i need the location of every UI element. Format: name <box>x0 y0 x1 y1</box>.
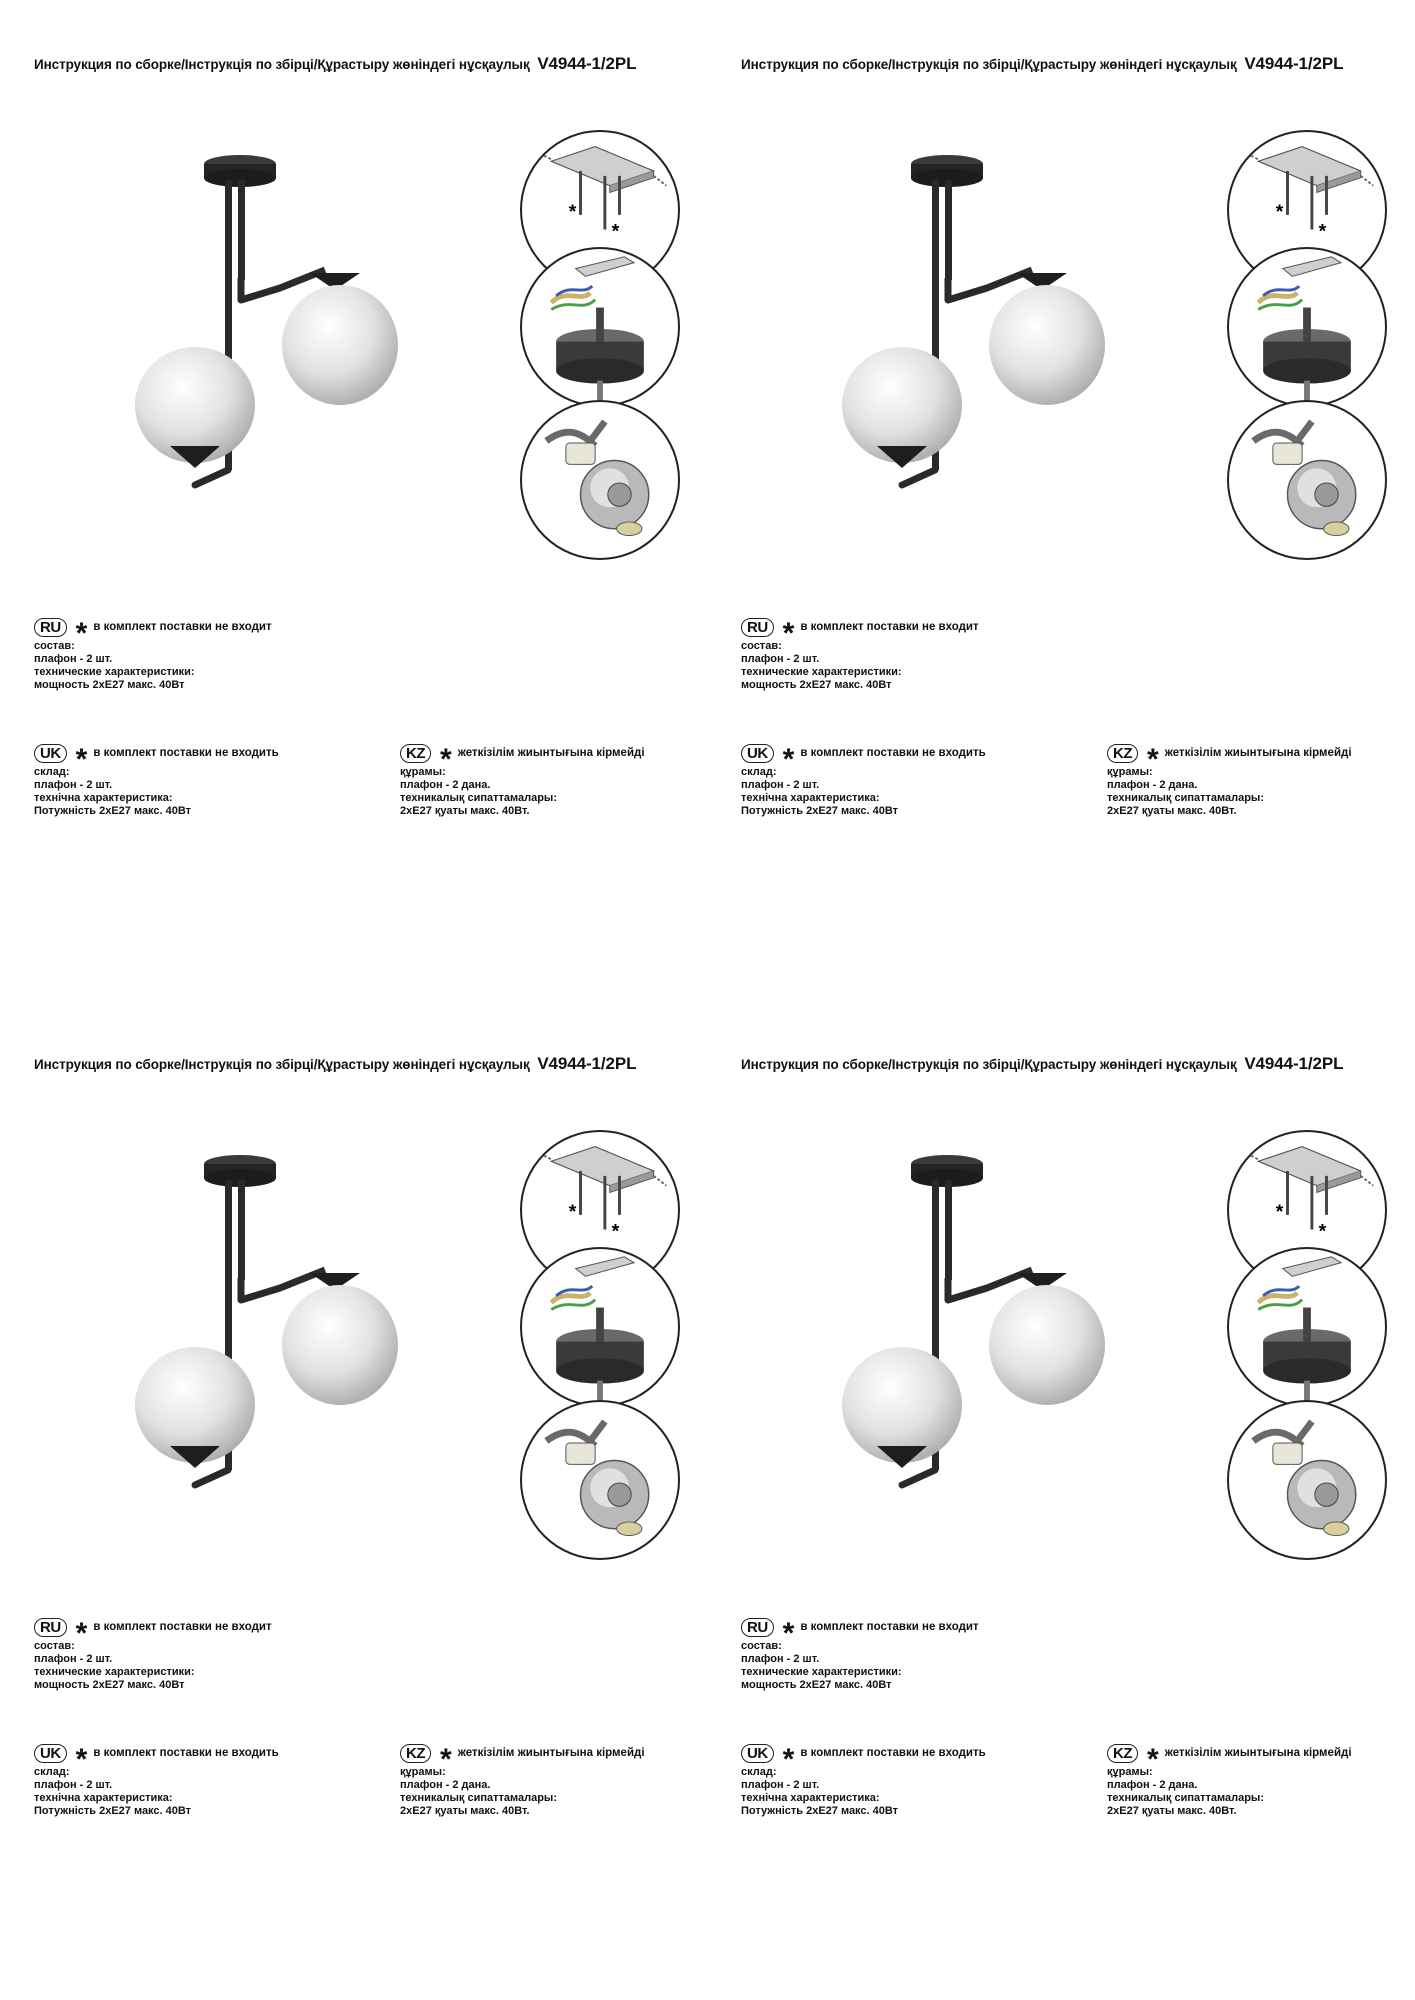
kz-line: плафон - 2 дана. <box>1107 1779 1198 1791</box>
step-2-canopy-circle <box>1227 1247 1387 1407</box>
step-2-canopy-circle <box>520 1247 680 1407</box>
kz-line: техникалық сипаттамалары: <box>1107 792 1264 804</box>
diagram-star-1: * <box>1275 200 1284 223</box>
title-text: Инструкция по сборке/Інструкція по збірці/Құрастыру жөніндегі нұсқаулық <box>34 57 530 72</box>
diagram-star-2: * <box>611 220 620 243</box>
kz-line: 2хЕ27 қуаты макс. 40Вт. <box>1107 1805 1237 1817</box>
diagram-star-2: * <box>1318 1220 1327 1243</box>
page-title <box>34 1054 636 1074</box>
kz-section <box>400 1744 645 1818</box>
kz-line: техникалық сипаттамалары: <box>400 792 557 804</box>
asterisk-icon: * <box>782 742 795 776</box>
kz-line: техникалық сипаттамалары: <box>400 1792 557 1804</box>
ru-line: состав: <box>741 640 782 652</box>
uk-line: Потужність 2хЕ27 макс. 40Вт <box>741 805 899 817</box>
kz-not-included-note: жеткізілім жиынтығына кірмейді <box>457 1747 645 1759</box>
ceiling-canopy-icon <box>522 249 678 405</box>
ceiling-canopy-icon <box>1229 1249 1385 1405</box>
title-text: Инструкция по сборке/Інструкція по збірці/Құрастыру жөніндегі нұсқаулық <box>741 57 1237 72</box>
ru-section <box>741 618 979 692</box>
uk-not-included-note: в комплект поставки не входить <box>93 1747 279 1759</box>
diagram-star-2: * <box>611 1220 620 1243</box>
product-lamp-icon <box>130 1150 430 1495</box>
uk-not-included-note: в комплект поставки не входить <box>93 747 279 759</box>
uk-section <box>34 744 279 818</box>
ru-language-badge: RU <box>34 1618 67 1637</box>
shade-fitting-icon <box>522 1402 678 1558</box>
ru-line: состав: <box>741 1640 782 1652</box>
kz-section <box>400 744 645 818</box>
title-text: Инструкция по сборке/Інструкція по збірці/Құрастыру жөніндегі нұсқаулық <box>741 1057 1237 1072</box>
uk-line: технічна характеристика: <box>741 792 880 804</box>
uk-line: склад: <box>34 766 70 778</box>
shade-fitting-icon <box>1229 402 1385 558</box>
kz-line: құрамы: <box>400 766 446 778</box>
kz-language-badge: KZ <box>400 744 431 763</box>
ceiling-canopy-icon <box>522 1249 678 1405</box>
ru-line: плафон - 2 шт. <box>34 653 113 665</box>
step-2-canopy-circle <box>520 247 680 407</box>
title-text: Инструкция по сборке/Інструкція по збірці/Құрастыру жөніндегі нұсқаулық <box>34 1057 530 1072</box>
ru-line: мощность 2хЕ27 макс. 40Вт <box>34 1679 185 1691</box>
uk-line: склад: <box>741 1766 777 1778</box>
asterisk-icon: * <box>75 1616 88 1650</box>
kz-line: 2хЕ27 қуаты макс. 40Вт. <box>400 1805 530 1817</box>
ru-not-included-note: в комплект поставки не входит <box>93 621 272 633</box>
kz-language-badge: KZ <box>1107 744 1138 763</box>
product-lamp-icon <box>130 150 430 495</box>
shade-fitting-icon <box>1229 1402 1385 1558</box>
step-3-shade-circle <box>1227 1400 1387 1560</box>
product-lamp-icon <box>837 150 1137 495</box>
diagram-star-2: * <box>1318 220 1327 243</box>
instruction-panel-bottom-left <box>0 1000 707 2000</box>
page-title <box>741 1054 1343 1074</box>
kz-language-badge: KZ <box>1107 1744 1138 1763</box>
ru-not-included-note: в комплект поставки не входит <box>800 1621 979 1633</box>
instruction-panel-bottom-right <box>707 1000 1414 2000</box>
uk-line: склад: <box>741 766 777 778</box>
kz-line: 2хЕ27 қуаты макс. 40Вт. <box>400 805 530 817</box>
ru-line: технические характеристики: <box>741 666 902 678</box>
kz-section <box>1107 744 1352 818</box>
diagram-star-1: * <box>1275 1200 1284 1223</box>
step-3-shade-circle <box>1227 400 1387 560</box>
asterisk-icon: * <box>782 1616 795 1650</box>
ru-not-included-note: в комплект поставки не входит <box>93 1621 272 1633</box>
asterisk-icon: * <box>1147 742 1159 776</box>
ru-language-badge: RU <box>741 618 774 637</box>
ru-line: технические характеристики: <box>34 1666 195 1678</box>
asterisk-icon: * <box>75 1742 88 1776</box>
uk-language-badge: UK <box>34 1744 67 1763</box>
shade-fitting-icon <box>522 402 678 558</box>
kz-line: құрамы: <box>400 1766 446 1778</box>
ru-line: мощность 2хЕ27 макс. 40Вт <box>741 679 892 691</box>
uk-line: технічна характеристика: <box>741 1792 880 1804</box>
kz-line: 2хЕ27 қуаты макс. 40Вт. <box>1107 805 1237 817</box>
asterisk-icon: * <box>75 742 88 776</box>
asterisk-icon: * <box>1147 1742 1159 1776</box>
kz-not-included-note: жеткізілім жиынтығына кірмейді <box>1164 1747 1352 1759</box>
asterisk-icon: * <box>75 616 88 650</box>
uk-line: технічна характеристика: <box>34 792 173 804</box>
ru-line: технические характеристики: <box>741 1666 902 1678</box>
uk-line: плафон - 2 шт. <box>34 1779 113 1791</box>
kz-line: плафон - 2 дана. <box>400 1779 491 1791</box>
kz-line: техникалық сипаттамалары: <box>1107 1792 1264 1804</box>
uk-line: Потужність 2хЕ27 макс. 40Вт <box>34 1805 192 1817</box>
ru-line: мощность 2хЕ27 макс. 40Вт <box>741 1679 892 1691</box>
model-number: V4944-1/2PL <box>1244 54 1344 73</box>
kz-language-badge: KZ <box>400 1744 431 1763</box>
ru-line: плафон - 2 шт. <box>741 1653 820 1665</box>
instruction-panel-top-left <box>0 0 707 1000</box>
ru-language-badge: RU <box>741 1618 774 1637</box>
uk-line: Потужність 2хЕ27 макс. 40Вт <box>741 1805 899 1817</box>
ru-line: плафон - 2 шт. <box>34 1653 113 1665</box>
kz-line: құрамы: <box>1107 1766 1153 1778</box>
page-title <box>741 54 1343 74</box>
asterisk-icon: * <box>440 1742 452 1776</box>
asterisk-icon: * <box>782 616 795 650</box>
model-number: V4944-1/2PL <box>537 54 637 73</box>
uk-section <box>741 744 986 818</box>
uk-line: плафон - 2 шт. <box>34 779 113 791</box>
ru-language-badge: RU <box>34 618 67 637</box>
ru-line: плафон - 2 шт. <box>741 653 820 665</box>
uk-line: технічна характеристика: <box>34 1792 173 1804</box>
ru-line: мощность 2хЕ27 макс. 40Вт <box>34 679 185 691</box>
ru-section <box>34 1618 272 1692</box>
uk-line: плафон - 2 шт. <box>741 779 820 791</box>
kz-not-included-note: жеткізілім жиынтығына кірмейді <box>457 747 645 759</box>
uk-not-included-note: в комплект поставки не входить <box>800 747 986 759</box>
ru-line: состав: <box>34 640 75 652</box>
page-title <box>34 54 636 74</box>
ru-line: технические характеристики: <box>34 666 195 678</box>
model-number: V4944-1/2PL <box>1244 1054 1344 1073</box>
diagram-star-1: * <box>568 200 577 223</box>
uk-section <box>34 1744 279 1818</box>
uk-not-included-note: в комплект поставки не входить <box>800 1747 986 1759</box>
ru-line: состав: <box>34 1640 75 1652</box>
uk-language-badge: UK <box>34 744 67 763</box>
asterisk-icon: * <box>782 1742 795 1776</box>
diagram-star-1: * <box>568 1200 577 1223</box>
step-2-canopy-circle <box>1227 247 1387 407</box>
ceiling-canopy-icon <box>1229 249 1385 405</box>
ru-section <box>34 618 272 692</box>
step-3-shade-circle <box>520 1400 680 1560</box>
ru-not-included-note: в комплект поставки не входит <box>800 621 979 633</box>
uk-line: Потужність 2хЕ27 макс. 40Вт <box>34 805 192 817</box>
asterisk-icon: * <box>440 742 452 776</box>
uk-section <box>741 1744 986 1818</box>
step-3-shade-circle <box>520 400 680 560</box>
kz-not-included-note: жеткізілім жиынтығына кірмейді <box>1164 747 1352 759</box>
instruction-panel-top-right <box>707 0 1414 1000</box>
product-lamp-icon <box>837 1150 1137 1495</box>
uk-language-badge: UK <box>741 744 774 763</box>
kz-section <box>1107 1744 1352 1818</box>
kz-line: плафон - 2 дана. <box>1107 779 1198 791</box>
uk-line: плафон - 2 шт. <box>741 1779 820 1791</box>
uk-language-badge: UK <box>741 1744 774 1763</box>
model-number: V4944-1/2PL <box>537 1054 637 1073</box>
kz-line: құрамы: <box>1107 766 1153 778</box>
uk-line: склад: <box>34 1766 70 1778</box>
kz-line: плафон - 2 дана. <box>400 779 491 791</box>
ru-section <box>741 1618 979 1692</box>
